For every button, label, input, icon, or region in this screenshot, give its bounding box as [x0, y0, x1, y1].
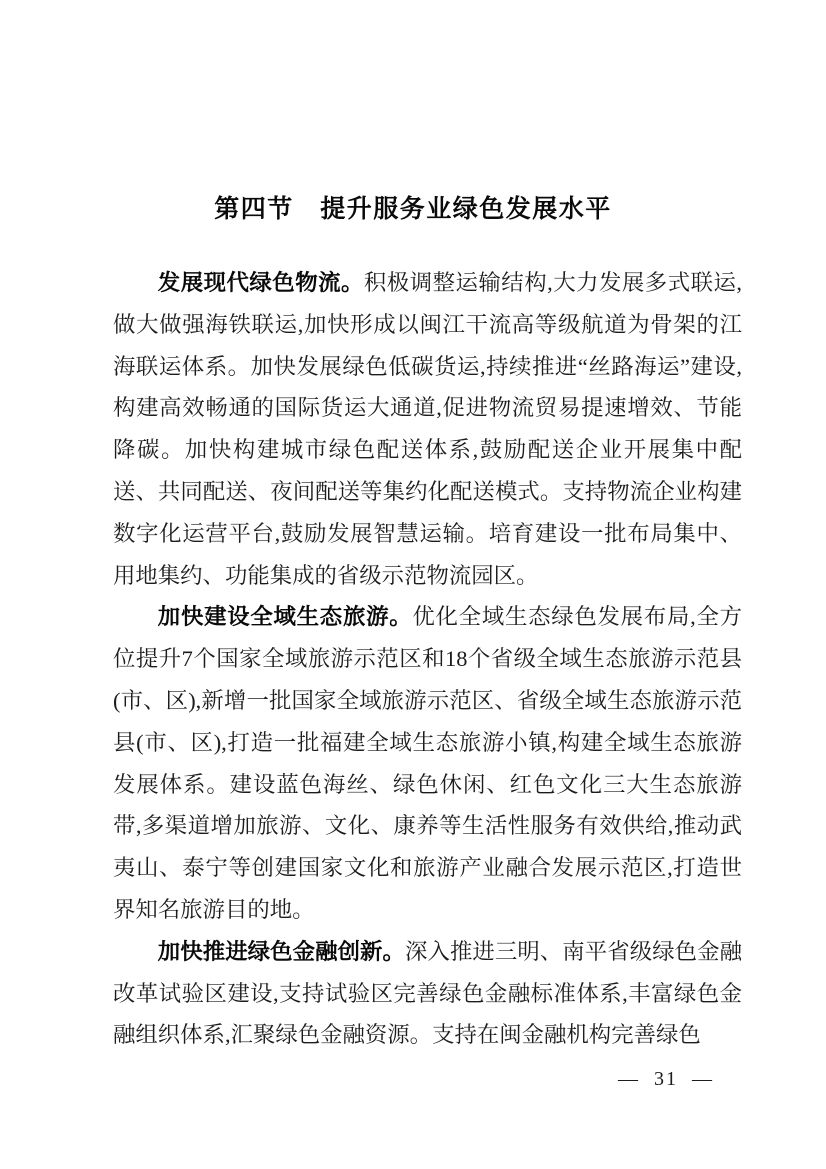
document-body — [113, 262, 742, 1056]
paragraph-lead: 发展现代绿色物流。 — [157, 270, 364, 295]
paragraph-green-finance — [113, 931, 742, 1056]
paragraph-eco-tourism — [113, 596, 742, 930]
paragraph-text: 深入推进三明、南平省级绿色金融改革试验区建设,支持试验区完善绿色金融标准体系,丰富绿色金融组织体系,汇聚绿色金融资源。支持在闽金融机构完善绿色 — [113, 938, 743, 1048]
page-number: — 31 — — [618, 1068, 714, 1090]
paragraph-text: 优化全域生态绿色发展布局,全方位提升7个国家全域旅游示范区和18个省级全域生态旅游示范县(市、区),新增一批国家全域旅游示范区、省级全域生态旅游示范县(市、区),打造一批福建全域生态旅游小镇,构建全域生态旅游发展体系。建设蓝色海丝、绿色休闲、红色文化三大生态旅游带,多渠道增加旅游、文化、康养等生活性服务有效供给,推动武夷山、泰宁等创建国家文化和旅游产业融合发展示范区,打造世界知名旅游目的地。 — [113, 604, 743, 922]
paragraph-lead: 加快建设全域生态旅游。 — [157, 604, 413, 630]
paragraph-green-logistics — [113, 262, 742, 596]
paragraph-text: 积极调整运输结构,大力发展多式联运,做大做强海铁联运,加快形成以闽江干流高等级航道为骨架的江海联运体系。加快发展绿色低碳货运,持续推进“丝路海运”建设,构建高效畅通的国际货运大通道,促进物流贸易提速增效、节能降碳。加快构建城市绿色配送体系,鼓励配送企业开展集中配送、共同配送、夜间配送等集约化配送模式。支持物流企业构建数字化运营平台,鼓励发展智慧运输。培育建设一批布局集中、用地集约、功能集成的省级示范物流园区。 — [113, 270, 743, 588]
section-title: 第四节 提升服务业绿色发展水平 — [214, 196, 612, 223]
paragraph-lead: 加快推进绿色金融创新。 — [157, 938, 405, 964]
